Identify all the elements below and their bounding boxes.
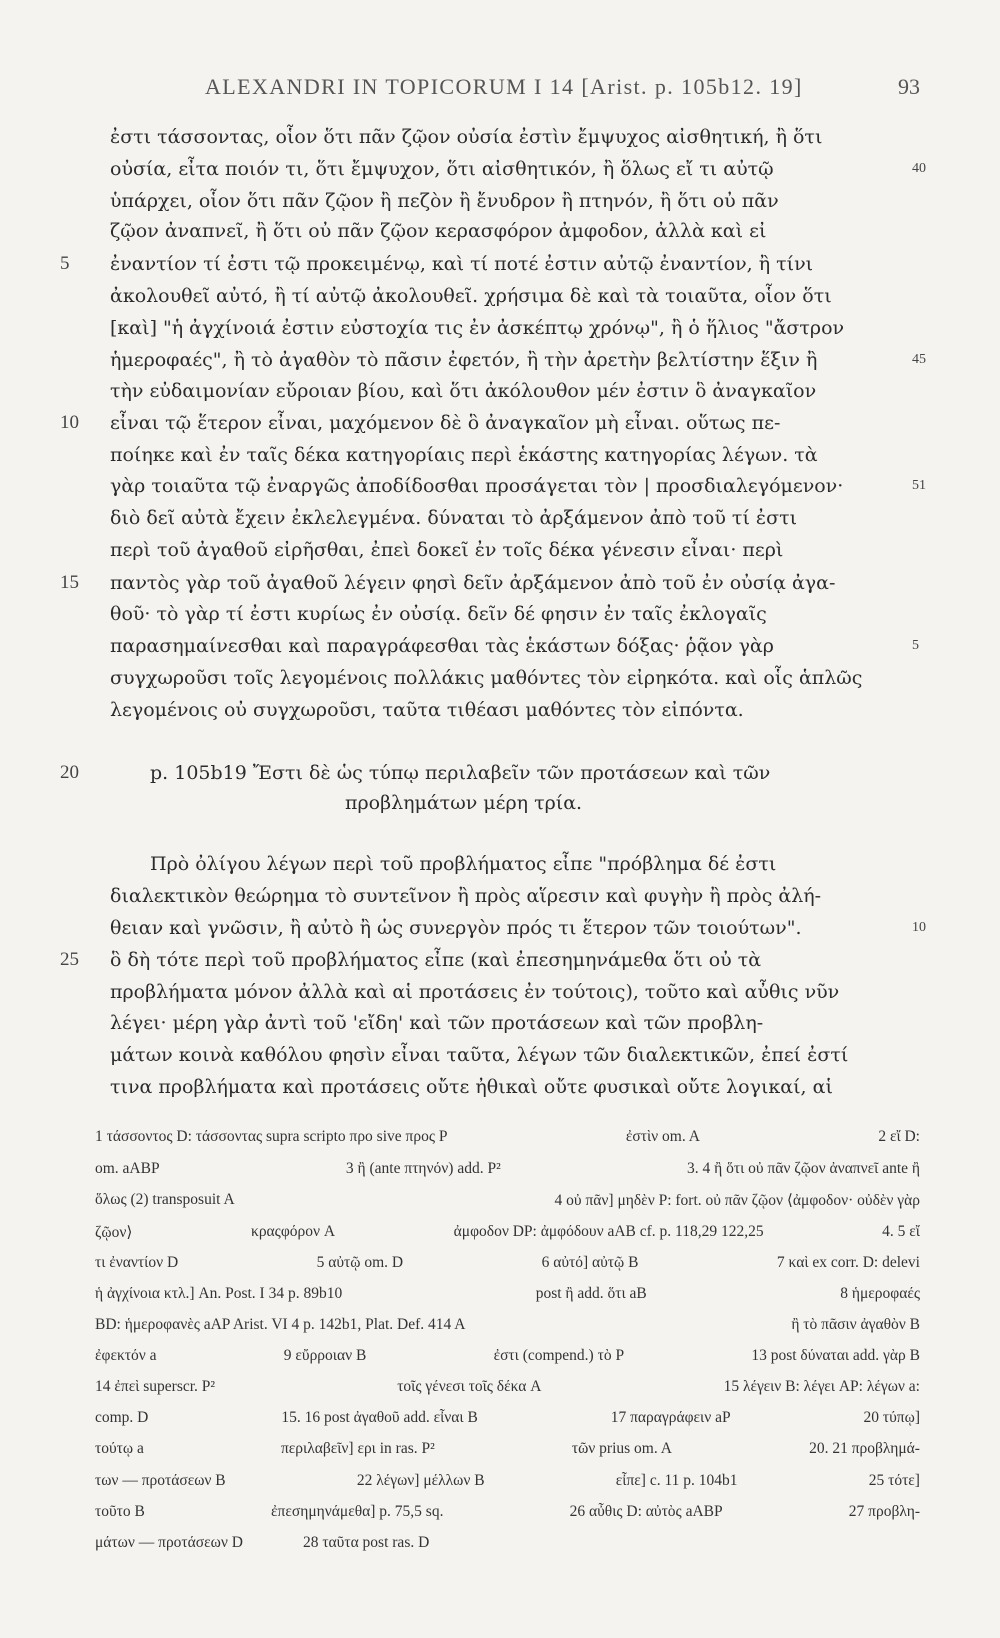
footnote-entry: ἀμφοδον DP: ἀμφόδουν aAB cf. p. 118,29 122,25 [453,1223,764,1240]
footnote-entry: τῶν prius om. A [571,1440,672,1457]
footnote-entry: ἐφεκτόν a [95,1347,157,1364]
footnote-entry: BD: ἡμεροφανὲς aAP Arist. VI 4 p. 142b1, Plat. Def. 414 A [95,1316,466,1333]
footnote-entry: ἐστι (compend.) τὸ P [493,1347,625,1364]
line-number: 20 [60,762,79,783]
footnote-entry: 4 οὐ πᾶν] μηδὲν P: fort. οὐ πᾶν ζῷον ⟨ἀμφοδον· οὐδὲν γὰρ [554,1192,920,1209]
text-line: ὑπάρχει, οἷον ὅτι πᾶν ζῷον ἢ πεζὸν ἢ ἔνυδρον ἢ πτηνόν, ἢ ὅτι οὐ πᾶν [110,190,779,212]
text-line: ἡμεροφαές", ἢ τὸ ἀγαθὸν τὸ πᾶσιν ἐφετόν, ἢ τὴν ἀρετὴν βελτίστην ἕξιν ἢ [110,349,818,371]
page-header [205,74,920,104]
footnote-line [95,1316,920,1334]
footnote-entry: των — προτάσεων B [95,1472,226,1489]
footnote-entry: comp. D [95,1409,149,1426]
footnote-entry: τι ἐναντίον D [95,1254,179,1271]
running-title: ALEXANDRI IN TOPICORUM I 14 [Arist. p. 105b12. 19] [205,74,803,99]
footnote-entry: 6 αὐτό] αὐτῷ B [541,1254,639,1271]
text-line: ἐναντίον τί ἐστι τῷ προκειμένῳ, καὶ τί ποτέ ἐστιν αὐτῷ ἐναντίον, ἢ τίνι [110,253,814,275]
footnote-entry: 1 τάσσοντος D: τάσσοντας supra scripto προ sive προς P [95,1128,448,1145]
footnote-entry: 3. 4 ἢ ὅτι οὐ πᾶν ζῷον ἀναπνεῖ ante ἢ [687,1160,920,1177]
line-number: 5 [60,253,70,274]
text-line: παρασημαίνεσθαι καὶ παραγράφεσθαι τὰς ἑκάστων δόξας· ῥᾷον γὰρ [110,635,774,657]
footnote-entry: 5 αὐτῷ om. D [316,1254,404,1271]
text-line: [καὶ] "ἡ ἀγχίνοιά ἐστιν εὐστοχία τις ἐν ἀσκέπτῳ χρόνῳ", ἢ ὁ ἥλιος "ἄστρον [110,317,845,339]
footnote-entry: om. aABP [95,1160,160,1177]
footnote-entry: τοῦτο B [95,1503,145,1520]
footnote-entry: τούτῳ a [95,1440,144,1457]
footnote-entry: 9 εὔρροιαν B [283,1347,367,1364]
footnote-entry: 4. 5 εἴ [882,1223,920,1240]
footnote-line [95,1440,920,1458]
footnote-entry: 13 post δύναται add. γὰρ B [751,1347,920,1364]
footnote-entry: 15. 16 post ἀγαθοῦ add. εἶναι B [281,1409,478,1426]
footnote-entry: 22 λέγων] μέλλων B [356,1472,485,1489]
footnote-line [95,1254,920,1272]
text-line: ἀκολουθεῖ αὐτό, ἢ τί αὐτῷ ἀκολουθεῖ. χρήσιμα δὲ καὶ τὰ τοιαῦτα, οἷον ὅτι [110,285,832,307]
footnote-entry: τοῖς γένεσι τοῖς δέκα A [397,1378,542,1395]
text-line: p. 105b19 Ἔστι δὲ ὡς τύπῳ περιλαβεῖν τῶν προτάσεων καὶ τῶν [150,762,771,784]
footnote-entry: ἐστὶν om. A [625,1128,700,1145]
footnote-entry: 20. 21 προβλημά- [809,1440,920,1457]
footnote-entry: εἶπε] c. 11 p. 104b1 [615,1472,738,1489]
footnote-line [95,1128,920,1146]
footnote-entry: 28 ταῦτα post ras. D [302,1534,430,1551]
footnote-entry: post ἢ add. ὅτι aB [535,1285,647,1302]
footnote-line [95,1347,920,1365]
footnote-entry: 25 τότε] [868,1472,920,1489]
footnote-entry: 26 αὖθις D: αὐτὸς aABP [569,1503,723,1520]
footnote-entry: 7 καὶ ex corr. D: delevi [776,1254,920,1271]
footnote-entry: ἐπεσημηνάμεθα] p. 75,5 sq. [271,1503,444,1520]
text-line: ζῷον ἀναπνεῖ, ἢ ὅτι οὐ πᾶν ζῷον κερασφόρον ἀμφοδον, ἀλλὰ καὶ εἰ [110,220,767,242]
footnote-entry: ἡ ἀγχίνοια κτλ.] An. Post. I 34 p. 89b10 [95,1285,343,1302]
margin-reference: 45 [912,352,926,367]
footnote-entry: ὅλως (2) transposuit A [95,1191,235,1208]
text-line: διαλεκτικὸν θεώρημα τὸ συντεῖνον ἢ πρὸς αἵρεσιν καὶ φυγὴν ἢ πρὸς ἀλή- [110,885,822,907]
footnote-entry: 8 ἡμεροφαές [840,1285,920,1302]
text-line: παντὸς γὰρ τοῦ ἀγαθοῦ λέγειν φησὶ δεῖν ἀρξάμενον ἀπὸ τοῦ ἐν οὐσίᾳ ἀγα- [110,572,836,594]
text-line: τινα προβλήματα καὶ προτάσεις οὔτε ἠθικαὶ οὔτε φυσικαὶ οὔτε λογικαί, αἱ [110,1076,833,1098]
footnote-line [95,1534,920,1552]
margin-reference: 51 [912,478,926,493]
text-line: προβλήματα μόνον ἀλλὰ καὶ αἱ προτάσεις ἐν τούτοις), τοῦτο καὶ αὖθις νῦν [110,981,840,1003]
footnote-entry: 17 παραγράφειν aP [610,1409,731,1426]
margin-reference: 10 [912,920,926,935]
text-line: ποίηκε καὶ ἐν ταῖς δέκα κατηγορίαις περὶ ἑκάστης κατηγορίας λέγων. τὰ [110,444,818,466]
footnote-entry: 3 ἢ (ante πτηνόν) add. P² [345,1160,501,1177]
line-number: 25 [60,949,79,970]
footnote-line [95,1160,920,1178]
footnote-entry: 14 ἐπεὶ superscr. P² [95,1378,216,1395]
text-line: Πρὸ ὀλίγου λέγων περὶ τοῦ προβλήματος εἶπε "πρόβλημα δέ ἐστι [150,853,777,875]
footnote-line [95,1378,920,1396]
text-line: τὴν εὐδαιμονίαν εὔροιαν βίου, καὶ ὅτι ἀκόλουθον μέν ἐστιν ὃ ἀναγκαῖον [110,380,817,402]
text-line: θειαν καὶ γνῶσιν, ἢ αὐτὸ ἢ ὡς συνεργὸν πρός τι ἕτερον τῶν τοιούτων". [110,917,802,939]
line-number: 15 [60,572,79,593]
text-line: διὸ δεῖ αὐτὰ ἔχειν ἐκλελεγμένα. δύναται τὸ ἀρξάμενον ἀπὸ τοῦ τί ἐστι [110,507,798,529]
footnote-entry: μάτων — προτάσεων D [95,1534,243,1551]
footnote-entry: περιλαβεῖν] ερι in ras. P² [280,1440,435,1457]
line-number: 10 [60,412,79,433]
text-line: οὐσία, εἶτα ποιόν τι, ὅτι ἔμψυχον, ὅτι αἰσθητικόν, ἢ ὅλως εἴ τι αὐτῷ [110,158,774,180]
page-number: 93 [898,74,920,99]
footnote-line [95,1503,920,1521]
footnote-line [95,1472,920,1490]
footnote-entry: 15 λέγειν B: λέγει AP: λέγων a: [723,1378,920,1395]
text-line: προβλημάτων μέρη τρία. [345,792,583,814]
text-line: θοῦ· τὸ γὰρ τί ἐστι κυρίως ἐν οὐσίᾳ. δεῖν δέ φησιν ἐν ταῖς ἐκλογαῖς [110,603,767,625]
footnote-entry: ζῷον⟩ [95,1224,133,1241]
text-line: ὃ δὴ τότε περὶ τοῦ προβλήματος εἶπε (καὶ ἐπεσημηνάμεθα ὅτι οὐ τὰ [110,949,762,971]
margin-reference: 5 [912,638,919,653]
text-line: περὶ τοῦ ἀγαθοῦ εἰρῆσθαι, ἐπεὶ δοκεῖ ἐν τοῖς δέκα γένεσιν εἶναι· περὶ [110,539,784,561]
text-line: μάτων κοινὰ καθόλου φησὶν εἶναι ταῦτα, λέγων τῶν διαλεκτικῶν, ἐπεί ἐστί [110,1044,849,1066]
footnote-line [95,1191,920,1210]
text-line: συγχωροῦσι τοῖς λεγομένοις πολλάκις μαθόντες τὸν εἰρηκότα. καὶ οἷς ἁπλῶς [110,667,863,689]
footnote-line [95,1409,920,1427]
text-line: λεγομένοις οὐ συγχωροῦσι, ταῦτα τιθέασι μαθόντες τὸν εἰπόντα. [110,699,744,721]
footnote-line [95,1285,920,1303]
text-line: λέγει· μέρη γὰρ ἀντὶ τοῦ 'εἴδη' καὶ τῶν προτάσεων καὶ τῶν προβλη- [110,1012,764,1034]
margin-reference: 40 [912,161,926,176]
text-line: εἶναι τῷ ἕτερον εἶναι, μαχόμενον δὲ ὃ ἀναγκαῖον μὴ εἶναι. οὕτως πε- [110,412,781,434]
footnote-entry: κραςφόρον A [251,1223,336,1240]
text-line: γὰρ τοιαῦτα τῷ ἐναργῶς ἀποδίδοσθαι προσάγεται τὸν | προσδιαλεγόμενον· [110,475,844,497]
footnote-entry: 2 εἴ D: [878,1128,920,1145]
text-line: ἐστι τάσσοντας, οἷον ὅτι πᾶν ζῷον οὐσία ἐστὶν ἔμψυχος αἰσθητική, ἢ ὅτι [110,126,823,148]
footnote-line [95,1223,920,1242]
footnote-entry: ἢ τὸ πᾶσιν ἀγαθὸν B [791,1316,920,1333]
footnote-entry: 20 τύπῳ] [863,1409,920,1426]
footnote-entry: 27 προβλη- [848,1503,920,1520]
